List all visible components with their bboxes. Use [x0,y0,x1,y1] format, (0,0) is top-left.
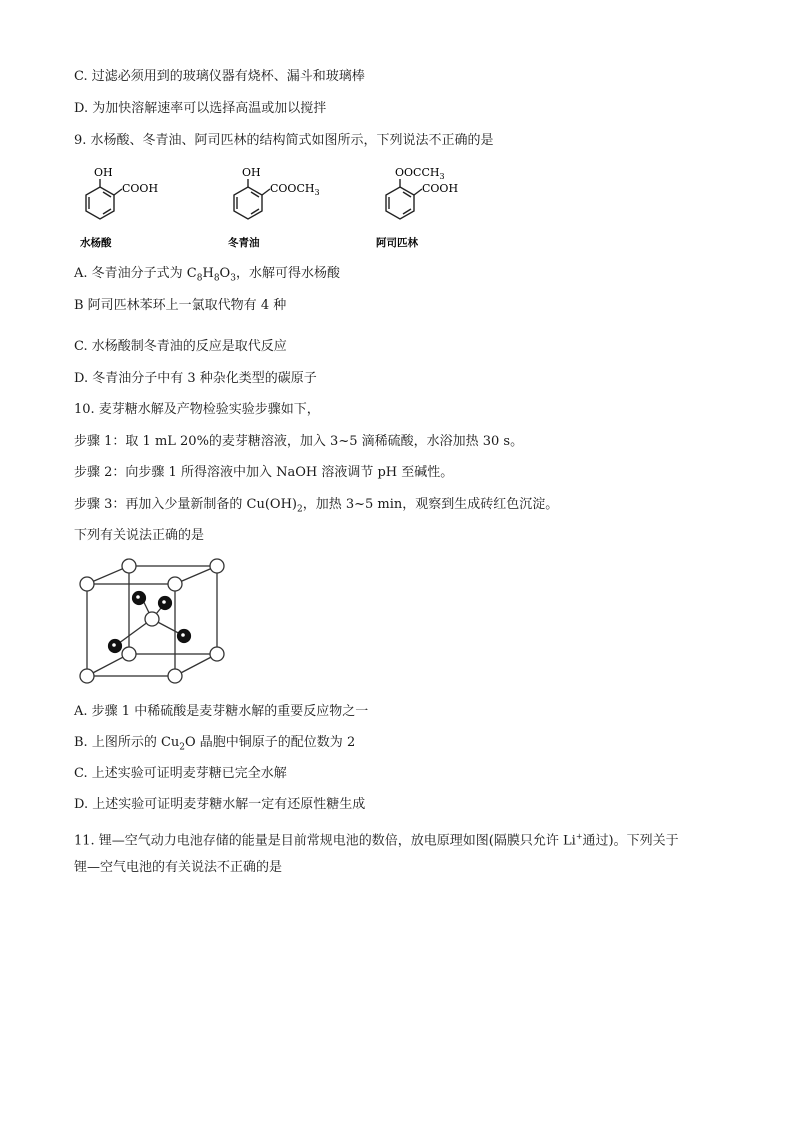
molecule-figure [70,160,470,255]
question-10-option-a: A. 步骤 1 中稀硫酸是麦芽糖水解的重要反应物之一 [74,704,369,719]
q9a-sub-o: 3 [230,273,236,284]
q10b-text: B. 上图所示的 Cu [74,735,180,750]
question-10-step-2: 步骤 2：向步骤 1 所得溶液中加入 NaOH 溶液调节 pH 至碱性。 [74,465,454,480]
q9a-text: A. 冬青油分子式为 C [74,266,197,281]
question-11-stem-line-2: 锂—空气电池的有关说法不正确的是 [74,860,283,875]
step3-post: ，加热 3~5 min，观察到生成砖红色沉淀。 [302,497,559,512]
mol3-name: 阿司匹林 [376,237,418,249]
q11-text: 11. 锂—空气动力电池存储的能量是目前常规电池的数倍，放电原理如图(隔膜只允许 Li [74,833,576,849]
q10b-post: O 晶胞中铜原子的配位数为 2 [185,735,356,750]
q9a-sub-h: 8 [213,273,220,284]
question-10-stem: 10. 麦芽糖水解及产物检验实验步骤如下， [74,402,320,417]
mol3-sub1: OOCCH [395,166,440,179]
option-c-filtration: C. 过滤必须用到的玻璃仪器有烧杯、漏斗和玻璃棒 [74,69,365,84]
q10b-sub: 2 [179,742,186,753]
mol2-sub2: COOCH [270,182,315,195]
option-d-dissolution: D. 为加快溶解速率可以选择高温或加以搅拌 [74,101,327,116]
mol2-name: 冬青油 [228,237,260,249]
question-9-stem: 9. 水杨酸、冬青油、阿司匹林的结构简式如图所示，下列说法不正确的是 [74,133,494,148]
q9a-o: O [219,266,231,281]
mol1-sub2: COOH [122,182,159,195]
svg-text:OOCCH3 [395,166,445,181]
mol2-sub2-subscript: 3 [314,188,320,197]
cu2o-unit-cell-figure [72,556,232,691]
mol2-sub1: OH [242,166,261,179]
mol1-name: 水杨酸 [80,237,112,249]
mol3-sub1-subscript: 3 [439,172,445,181]
question-11-stem [74,828,679,850]
question-10-option-c: C. 上述实验可证明麦芽糖已完全水解 [74,766,287,781]
molecule-salicylic-acid [86,179,122,219]
molecule-aspirin [386,179,422,219]
mol3-sub2: COOH [422,182,459,195]
question-10-step-3 [74,496,558,519]
question-9-option-a [74,265,340,288]
q11-sup: + [575,832,583,841]
q9a-h: H [202,266,214,281]
question-10-option-b [74,734,355,757]
question-9-option-d: D. 冬青油分子中有 3 种杂化类型的碳原子 [74,371,317,386]
step3-sub: 2 [297,504,303,515]
svg-text:COOCH3 [270,182,320,197]
step3-text: 步骤 3：再加入少量新制备的 Cu(OH) [74,497,297,512]
question-9-option-c: C. 水杨酸制冬青油的反应是取代反应 [74,339,287,354]
question-9-option-b: B 阿司匹林苯环上一氯取代物有 4 种 [74,298,287,313]
molecule-wintergreen-oil [234,179,270,219]
mol1-sub1: OH [94,166,113,179]
question-10-prompt: 下列有关说法正确的是 [74,528,205,543]
question-10-option-d: D. 上述实验可证明麦芽糖水解一定有还原性糖生成 [74,797,366,812]
q9a-post: ，水解可得水杨酸 [235,266,340,281]
q11-post: 通过)。下列关于 [582,833,679,849]
question-10-step-1: 步骤 1：取 1 mL 20%的麦芽糖溶液，加入 3~5 滴稀硫酸，水浴加热 30 s。 [74,434,524,449]
q9a-sub-c: 8 [196,273,203,284]
